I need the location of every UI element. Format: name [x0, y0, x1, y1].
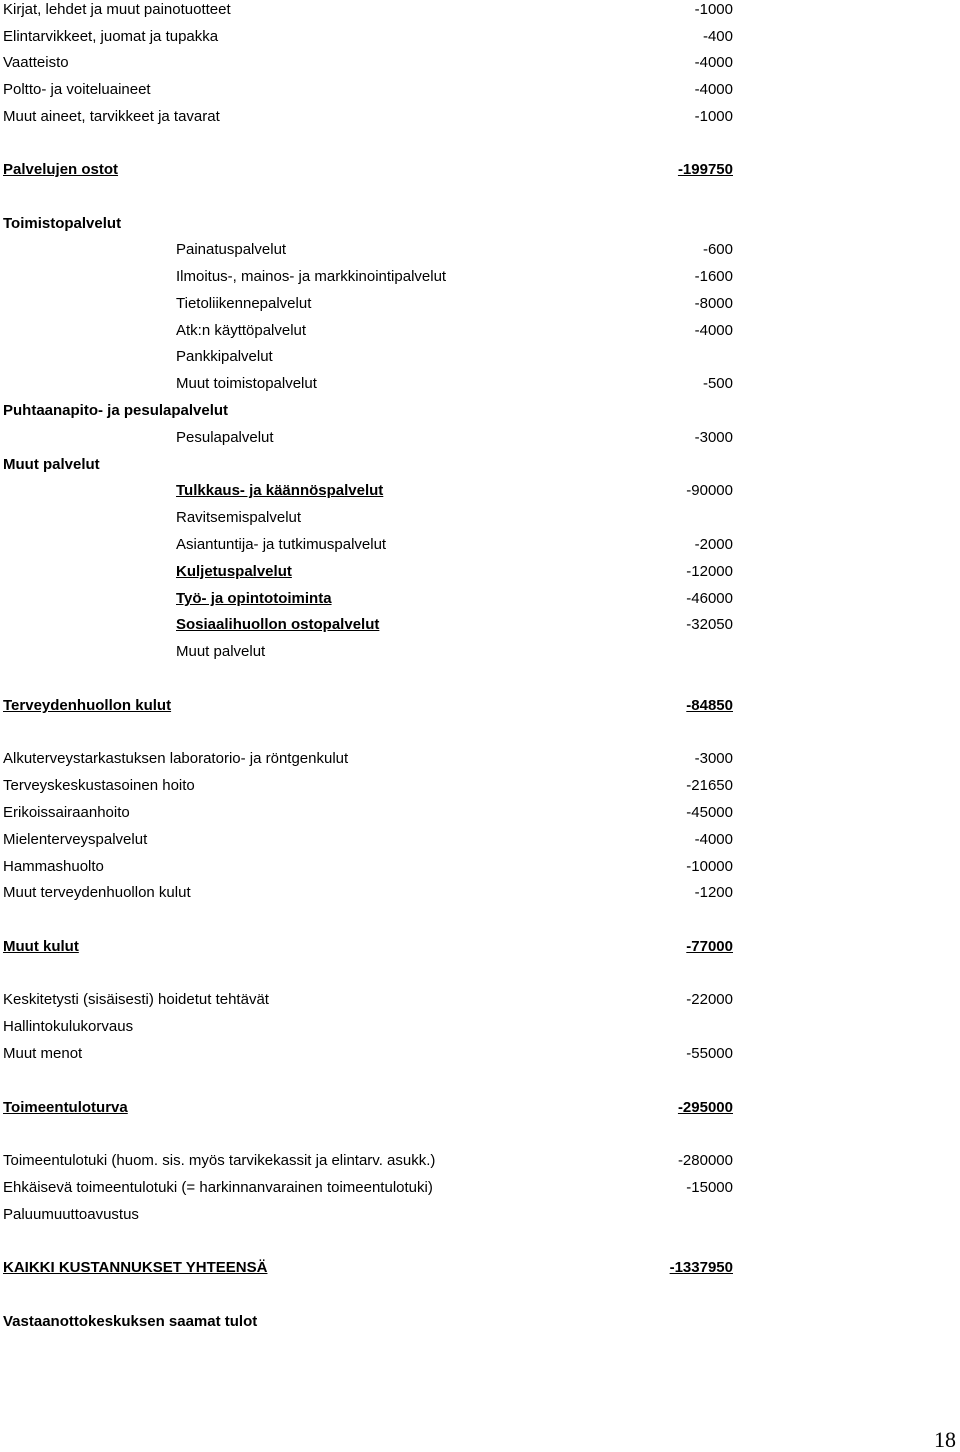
budget-row	[0, 535, 960, 555]
subgroup-heading-row	[0, 401, 960, 421]
row-value: -10000	[686, 858, 733, 875]
section-total: -295000	[677, 1099, 733, 1116]
row-value: -55000	[686, 1045, 733, 1062]
grand-total-label: KAIKKI KUSTANNUKSET YHTEENSÄ	[3, 1259, 268, 1276]
row-label: Vaatteisto	[3, 54, 69, 71]
row-label: Ilmoitus-, mainos- ja markkinointipalvelut	[176, 268, 447, 285]
budget-row	[0, 990, 960, 1010]
page-number: 18	[934, 1427, 956, 1452]
income-heading: Vastaanottokeskuksen saamat tulot	[3, 1313, 258, 1330]
row-value: -8000	[694, 295, 733, 312]
budget-row	[0, 830, 960, 850]
row-label: Alkuterveystarkastuksen laboratorio- ja röntgenkulut	[3, 750, 349, 767]
subgroup-heading: Muut palvelut	[3, 456, 100, 473]
row-value: -3000	[694, 429, 733, 446]
row-label: Sosiaalihuollon ostopalvelut	[176, 616, 380, 633]
row-label: Ravitsemispalvelut	[176, 509, 302, 526]
row-value: -21650	[686, 777, 733, 794]
row-value: -400	[702, 28, 733, 45]
row-label: Pankkipalvelut	[176, 348, 273, 365]
row-label: Ehkäisevä toimeentulotuki (= harkinnanvarainen toimeentulotuki)	[3, 1179, 433, 1196]
row-value: -1200	[694, 884, 733, 901]
budget-row	[0, 589, 960, 609]
section-heading-row	[0, 1098, 960, 1118]
grand-total-value: -1337950	[669, 1259, 733, 1276]
row-value: -45000	[686, 804, 733, 821]
row-label: Paluumuuttoavustus	[3, 1206, 139, 1223]
budget-row	[0, 1205, 960, 1225]
row-value: -4000	[694, 322, 733, 339]
budget-row	[0, 642, 960, 662]
budget-row	[0, 240, 960, 260]
row-label: Pesulapalvelut	[176, 429, 274, 446]
budget-row	[0, 107, 960, 127]
row-label: Terveyskeskustasoinen hoito	[3, 777, 195, 794]
row-label: Asiantuntija- ja tutkimuspalvelut	[176, 536, 387, 553]
budget-row	[0, 321, 960, 341]
grand-total-row	[0, 1258, 960, 1278]
budget-row	[0, 776, 960, 796]
budget-row	[0, 508, 960, 528]
row-label: Mielenterveyspalvelut	[3, 831, 148, 848]
budget-row	[0, 749, 960, 769]
row-label: Painatuspalvelut	[176, 241, 287, 258]
section-heading-row	[0, 696, 960, 716]
budget-row	[0, 883, 960, 903]
row-value: -4000	[694, 54, 733, 71]
budget-row	[0, 615, 960, 635]
section-heading: Palvelujen ostot	[3, 161, 119, 178]
budget-row	[0, 267, 960, 287]
row-value: -280000	[677, 1152, 733, 1169]
budget-row	[0, 428, 960, 448]
row-label: Tietoliikennepalvelut	[176, 295, 312, 312]
row-value: -1000	[694, 1, 733, 18]
income-heading-row	[0, 1312, 960, 1332]
row-value: -15000	[686, 1179, 733, 1196]
row-value: -22000	[686, 991, 733, 1008]
row-value: -1000	[694, 108, 733, 125]
budget-row	[0, 562, 960, 582]
row-label: Hammashuolto	[3, 858, 104, 875]
row-label: Muut palvelut	[176, 643, 266, 660]
row-value: -500	[702, 375, 733, 392]
row-value: -90000	[686, 482, 733, 499]
row-label: Hallintokulukorvaus	[3, 1018, 134, 1035]
row-value: -32050	[686, 616, 733, 633]
section-heading: Toimeentuloturva	[3, 1099, 128, 1116]
budget-row	[0, 53, 960, 73]
budget-row	[0, 1017, 960, 1037]
row-label: Työ- ja opintotoiminta	[176, 590, 332, 607]
row-value: -4000	[694, 831, 733, 848]
budget-row	[0, 803, 960, 823]
row-label: Atk:n käyttöpalvelut	[176, 322, 307, 339]
subgroup-heading: Toimistopalvelut	[3, 215, 122, 232]
section-heading: Terveydenhuollon kulut	[3, 697, 172, 714]
row-value: -4000	[694, 81, 733, 98]
budget-row	[0, 857, 960, 877]
row-label: Tulkkaus- ja käännöspalvelut	[176, 482, 384, 499]
row-label: Muut toimistopalvelut	[176, 375, 317, 392]
subgroup-heading-row	[0, 455, 960, 475]
budget-row	[0, 347, 960, 367]
row-value: -1600	[694, 268, 733, 285]
budget-row	[0, 27, 960, 47]
subgroup-heading-row	[0, 214, 960, 234]
budget-row	[0, 1044, 960, 1064]
row-label: Kuljetuspalvelut	[176, 563, 292, 580]
row-label: Elintarvikkeet, juomat ja tupakka	[3, 28, 219, 45]
budget-row	[0, 481, 960, 501]
section-total: -77000	[686, 938, 733, 955]
row-label: Kirjat, lehdet ja muut painotuotteet	[3, 1, 231, 18]
section-total: -199750	[677, 161, 733, 178]
budget-row	[0, 374, 960, 394]
row-label: Muut menot	[3, 1045, 83, 1062]
row-value: -12000	[686, 563, 733, 580]
row-label: Poltto- ja voiteluaineet	[3, 81, 151, 98]
section-heading-row	[0, 160, 960, 180]
budget-row	[0, 294, 960, 314]
row-value: -46000	[686, 590, 733, 607]
row-label: Toimeentulotuki (huom. sis. myös tarvikekassit ja elintarv. asukk.)	[3, 1152, 436, 1169]
budget-row	[0, 80, 960, 100]
row-label: Muut terveydenhuollon kulut	[3, 884, 191, 901]
budget-row	[0, 1151, 960, 1171]
section-heading: Muut kulut	[3, 938, 79, 955]
row-label: Erikoissairaanhoito	[3, 804, 130, 821]
section-heading-row	[0, 937, 960, 957]
subgroup-heading: Puhtaanapito- ja pesulapalvelut	[3, 402, 229, 419]
budget-row	[0, 1178, 960, 1198]
row-value: -2000	[694, 536, 733, 553]
row-label: Keskitetysti (sisäisesti) hoidetut tehtävät	[3, 991, 269, 1008]
row-value: -3000	[694, 750, 733, 767]
row-label: Muut aineet, tarvikkeet ja tavarat	[3, 108, 220, 125]
section-total: -84850	[686, 697, 733, 714]
row-value: -600	[702, 241, 733, 258]
budget-row	[0, 0, 960, 20]
